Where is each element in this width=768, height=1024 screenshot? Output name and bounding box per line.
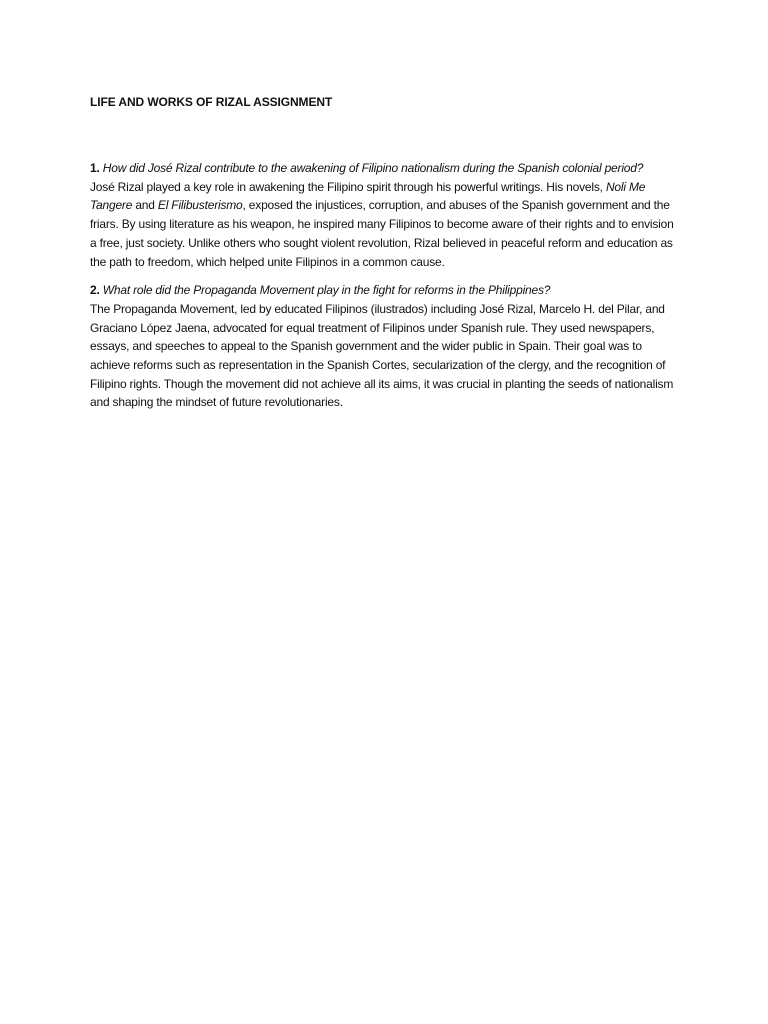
question-block-2 [90,281,682,412]
question-text: What role did the Propaganda Movement play in the fight for reforms in the Philippines? [102,283,551,298]
answer-segment: José Rizal played a key role in awakening the Filipino spirit through his powerful writings. His novels, [90,179,606,194]
answer-segment: , exposed the injustices, corruption, and abuses of the Spanish government and the friars. By using literature as his weapon, he inspired many Filipinos to become aware of their rights and to envision a free, just society. Unlike others who sought violent revolution, Rizal believed in peaceful reform and education as the path to freedom, which helped unite Filipinos in a common cause. [90,198,674,269]
answer-text [90,178,682,272]
question-number: 1. [90,161,100,175]
question-text: How did José Rizal contribute to the awakening of Filipino nationalism during the Spanish colonial period? [102,161,644,175]
answer-text: The Propaganda Movement, led by educated Filipinos (ilustrados) including José Rizal, Marcelo H. del Pilar, and Graciano López Jaena, advocated for equal treatment of Filipinos under Spanish rule. They used newspapers, essays, and speeches to appeal to the Spanish government and the wider public in Spain. Their goal was to achieve reforms such as representation in the Spanish Cortes, secularization of the clergy, and the recognition of Filipino rights. Though the movement did not achieve all its aims, it was crucial in planting the seeds of nationalism and shaping the mindset of future revolutionaries. [90,301,674,410]
question-number: 2. [90,283,100,298]
question-block-1 [90,159,682,271]
document-page [90,93,682,422]
document-title: LIFE AND WORKS OF RIZAL ASSIGNMENT [90,95,333,109]
answer-segment: and [132,198,158,213]
novel-title-fili: El Filibusterismo [157,198,243,213]
novel-title-noli: Noli Me Tangere [90,179,646,213]
